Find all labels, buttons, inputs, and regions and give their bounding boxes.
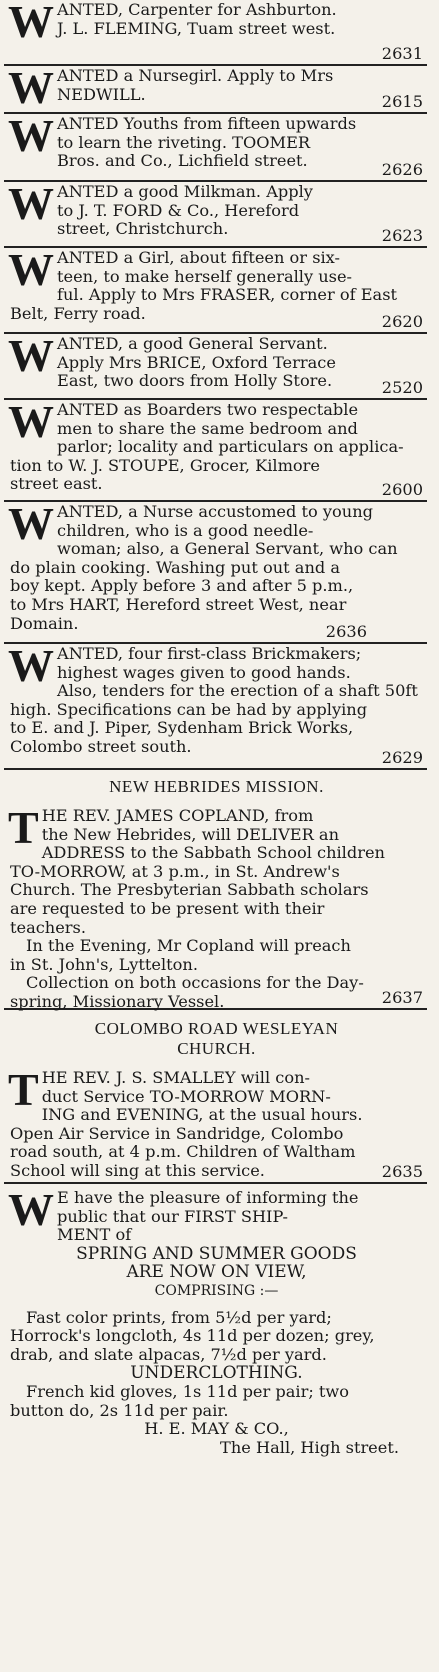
ad-line: Apply Mrs BRICE, Oxford Terrace (57, 352, 336, 372)
ad-line: Open Air Service in Sandridge, Colombo (10, 1123, 344, 1143)
drop-cap: W (8, 396, 54, 447)
ad-line: E have the pleasure of informing the (57, 1188, 359, 1207)
drop-cap: W (8, 0, 54, 47)
ad-line: street, Christchurch. (57, 219, 229, 239)
ad-spring-summer-goods (4, 1184, 427, 1457)
ad-number: 2623 (381, 226, 423, 246)
merchant-address: The Hall, High street. (220, 1437, 399, 1457)
ad-line: to learn the riveting. TOOMER (57, 132, 311, 152)
ad-line: street east. (10, 474, 103, 494)
ad-line: Collection on both occasions for the Day- (26, 973, 364, 993)
ad-number: 2636 (325, 622, 367, 642)
ad-line: teen, to make herself generally use- (57, 266, 353, 286)
ad-line: Church. The Presbyterian Sabbath scholars (10, 880, 369, 900)
comprising-label: COMPRISING :— (154, 1282, 279, 1299)
ad-line: In the Evening, Mr Copland will preach (26, 936, 351, 956)
drop-cap: W (8, 330, 54, 381)
ad-line: men to share the same bedroom and (57, 418, 358, 438)
ad-number: 2620 (381, 312, 423, 332)
ad-line: to Mrs HART, Hereford street West, near (10, 594, 347, 614)
ad-line: tion to W. J. STOUPE, Grocer, Kilmore (10, 455, 320, 475)
ad-line: ANTED, four first-class Brickmakers; (57, 644, 362, 663)
goods-line: French kid gloves, 1s 11d per pair; two (26, 1381, 350, 1401)
merchant-name: H. E. MAY & CO., (144, 1419, 289, 1439)
drop-cap: W (8, 178, 54, 229)
ad-line: teachers. (10, 917, 86, 937)
section-heading: COLOMBO ROAD WESLEYAN (94, 1019, 339, 1038)
ad-line: woman; also, a General Servant, who can (57, 539, 398, 559)
ad-line: road south, at 4 p.m. Children of Waltham (10, 1142, 356, 1162)
ad-line: Bros. and Co., Lichfield street. (57, 151, 308, 171)
ad-nursegirl (4, 62, 427, 113)
ad-line: high. Specifications can be had by applying (10, 699, 368, 719)
ad-milkman (4, 178, 427, 246)
ad-line: ANTED a good Milkman. Apply (57, 182, 313, 201)
goods-line: Fast color prints, from 5½d per yard; (26, 1307, 332, 1327)
ad-line: children, who is a good needle- (57, 520, 314, 540)
ad-line: to E. and J. Piper, Sydenham Brick Works, (10, 718, 354, 738)
ad-line: ANTED as Boarders two respectable (57, 400, 359, 419)
ad-line: do plain cooking. Washing put out and a (10, 557, 341, 577)
ad-line: parlor; locality and particulars on applica- (57, 437, 404, 457)
ad-general-servant (4, 330, 427, 398)
ad-number: 2637 (381, 988, 423, 1008)
ad-line: School will sing at this service. (10, 1160, 265, 1180)
ad-line: HE REV. J. S. SMALLEY will con- (41, 1068, 310, 1087)
ad-line: ADDRESS to the Sabbath School children (41, 843, 385, 863)
ad-line: highest wages given to good hands. (57, 662, 351, 682)
ad-wesleyan-church (4, 1010, 427, 1182)
drop-cap: W (8, 62, 54, 113)
drop-cap: W (8, 244, 54, 295)
ad-line: public that our FIRST SHIP- (57, 1206, 288, 1226)
underclothing-heading: UNDERCLOTHING. (130, 1363, 303, 1384)
ad-line: ANTED Youths from fifteen upwards (57, 114, 357, 133)
ad-brickmakers (4, 640, 427, 768)
goods-heading: SPRING AND SUMMER GOODS (76, 1243, 357, 1264)
ad-line: NEDWILL. (57, 84, 146, 104)
ad-line: spring, Missionary Vessel. (10, 991, 225, 1011)
ad-line: boy kept. Apply before 3 and after 5 p.m., (10, 576, 354, 596)
ad-number: 2635 (381, 1162, 423, 1182)
drop-cap: W (8, 498, 54, 549)
ad-line: ING and EVENING, at the usual hours. (41, 1105, 363, 1125)
ad-nurse (4, 498, 427, 642)
drop-cap: W (8, 1184, 54, 1235)
ad-number: 2629 (381, 748, 423, 768)
ad-line: Colombo street south. (10, 736, 192, 756)
ad-line: ful. Apply to Mrs FRASER, corner of East (57, 285, 398, 305)
drop-cap: T (8, 802, 39, 853)
ad-line: ANTED, Carpenter for Ashburton. (57, 0, 337, 19)
ad-number: 2615 (381, 92, 423, 112)
ad-line: Also, tenders for the erection of a shaft 50ft (57, 681, 418, 701)
ad-line: TO-MORROW, at 3 p.m., in St. Andrew's (10, 861, 340, 881)
ad-line: Domain. (10, 613, 79, 633)
ad-boarders (4, 396, 427, 500)
ad-number: 2520 (381, 378, 423, 398)
ad-new-hebrides-mission (4, 770, 427, 1011)
ad-line: ANTED, a good General Servant. (57, 334, 328, 353)
ad-line: duct Service TO-MORROW MORN- (41, 1086, 331, 1106)
ad-number: 2631 (381, 44, 423, 64)
ad-line: to J. T. FORD & Co., Hereford (57, 200, 300, 220)
ad-line: Belt, Ferry road. (10, 303, 146, 323)
ad-youths (4, 110, 427, 180)
ad-line: the New Hebrides, will DELIVER an (41, 824, 339, 844)
goods-line: button do, 2s 11d per pair. (10, 1400, 229, 1420)
ad-line: East, two doors from Holly Store. (57, 371, 333, 391)
section-heading: NEW HEBRIDES MISSION. (109, 777, 324, 796)
ad-line: MENT of (57, 1225, 132, 1245)
drop-cap: W (8, 640, 54, 691)
goods-line: Horrock's longcloth, 4s 11d per dozen; grey, (10, 1326, 375, 1346)
ad-line: J. L. FLEMING, Tuam street west. (57, 18, 336, 38)
drop-cap: W (8, 110, 54, 161)
ad-carpenter (4, 0, 427, 64)
ad-line: ANTED a Nursegirl. Apply to Mrs (57, 66, 334, 85)
section-heading: CHURCH. (177, 1039, 256, 1058)
ad-girl (4, 244, 427, 332)
goods-line: drab, and slate alpacas, 7½d per yard. (10, 1344, 327, 1364)
ad-line: are requested to be present with their (10, 898, 325, 918)
ad-number: 2600 (381, 480, 423, 500)
ad-line: ANTED, a Nurse accustomed to young (57, 502, 374, 521)
goods-subheading: ARE NOW ON VIEW, (126, 1262, 307, 1283)
ad-number: 2626 (381, 160, 423, 180)
ad-line: ANTED a Girl, about fifteen or six- (57, 248, 340, 267)
drop-cap: T (8, 1064, 39, 1115)
ad-line: in St. John's, Lyttelton. (10, 954, 198, 974)
ad-line: HE REV. JAMES COPLAND, from (41, 806, 314, 825)
